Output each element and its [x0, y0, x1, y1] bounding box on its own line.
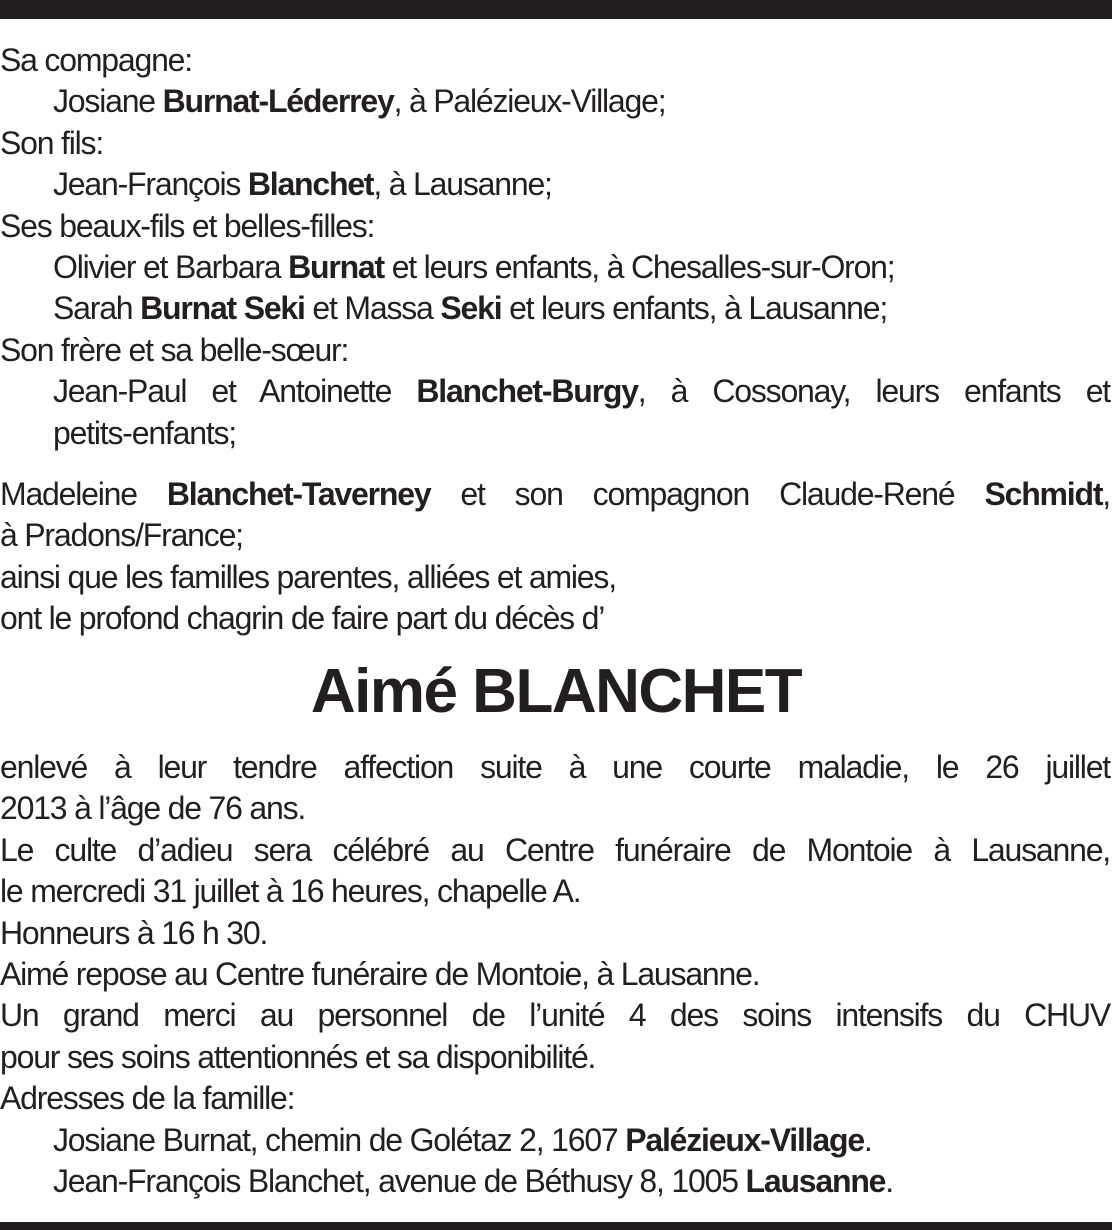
service-line-1: Le culte d’adieu sera célébré au Centre funéraire de Montoie à Lausanne, [0, 831, 1110, 868]
schmidt-surname: Schmidt [984, 476, 1103, 512]
bottom-rule [0, 1222, 1112, 1230]
madeleine-surname: Blanchet-Taverney [166, 476, 431, 512]
address2-city: Lausanne [745, 1162, 886, 1199]
inlaws-label: Ses beaux-fils et belles-filles: [0, 207, 375, 244]
rests-line: Aimé repose au Centre funéraire de Montoie, à Lausanne. [0, 955, 760, 992]
address1-city: Palézieux-Village [625, 1121, 864, 1158]
address-line-1: Josiane Burnat, chemin de Golétaz 2, 1607 Palézieux-Village. [53, 1121, 872, 1158]
companion-line: Josiane Burnat-Léderrey, à Palézieux-Village; [53, 83, 666, 120]
families-line: ainsi que les familles parentes, alliées et amies, [0, 558, 616, 595]
companion-label: Sa compagne: [0, 42, 192, 78]
inlaw2-surname-2: Seki [440, 290, 502, 327]
madeleine-line-cont: à Pradons/France; [0, 517, 243, 554]
deceased-name: Aimé BLANCHET [310, 657, 802, 726]
brother-label: Son frère et sa belle-sœur: [0, 331, 349, 368]
son-label: Son fils: [0, 124, 104, 161]
announce-line: ont le profond chagrin de faire part du décès d’ [0, 600, 605, 637]
brother-line-cont: petits-enfants; [53, 414, 237, 451]
brother-surname: Blanchet-Burgy [416, 373, 638, 410]
thanks-line-2: pour ses soins attentionnés et sa disponibilité. [0, 1038, 596, 1075]
others-section [0, 474, 1110, 640]
address-line-2: Jean-François Blanchet, avenue de Béthusy 8, 1005 Lausanne. [53, 1162, 893, 1199]
inlaw-line-1: Olivier et Barbara Burnat et leurs enfants, à Chesalles-sur-Oron; [53, 248, 895, 285]
madeleine-line: Madeleine Blanchet-Taverney et son compagnon Claude-René Schmidt, [0, 476, 1110, 512]
son-surname: Blanchet [247, 166, 374, 203]
son-line: Jean-François Blanchet, à Lausanne; [53, 166, 552, 203]
inlaw1-surname: Burnat [288, 248, 384, 285]
honours-line: Honneurs à 16 h 30. [0, 914, 268, 951]
inlaw-line-2: Sarah Burnat Seki et Massa Seki et leurs enfants, à Lausanne; [53, 290, 888, 327]
thanks-line-1: Un grand merci au personnel de l’unité 4 des soins intensifs du CHUV [0, 997, 1110, 1034]
companion-surname: Burnat-Léderrey [162, 83, 394, 120]
death-line-2: 2013 à l’âge de 76 ans. [0, 790, 306, 827]
top-rule [0, 0, 1112, 19]
service-line-2: le mercredi 31 juillet à 16 heures, chapelle A. [0, 873, 581, 910]
family-section [0, 40, 1110, 454]
death-line-1: enlevé à leur tendre affection suite à une courte maladie, le 26 juillet [0, 749, 1110, 785]
brother-line: Jean-Paul et Antoinette Blanchet-Burgy, à Cossonay, leurs enfants et [53, 373, 1110, 410]
address-label: Adresses de la famille: [0, 1080, 295, 1117]
inlaw2-surname: Burnat Seki [140, 290, 305, 327]
details-section [0, 747, 1110, 1202]
